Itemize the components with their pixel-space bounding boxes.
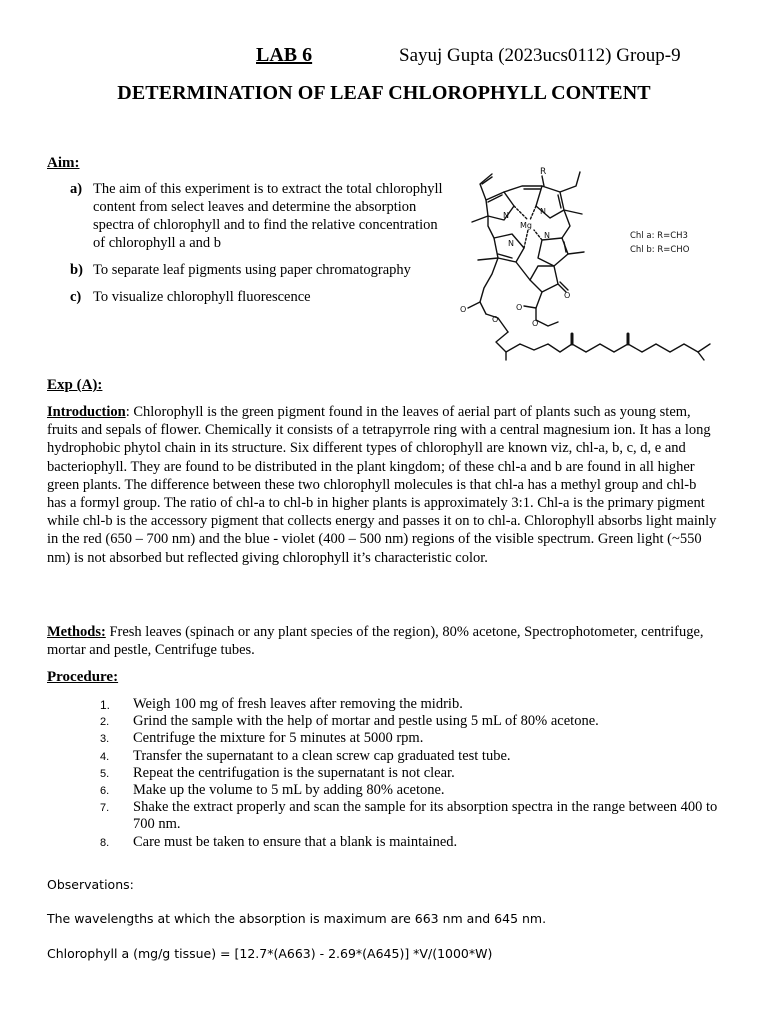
atom-n: N — [540, 207, 546, 216]
aim-text: To visualize chlorophyll fluorescence — [93, 289, 311, 305]
step-text: Grind the sample with the help of mortar and pestle using 5 mL of 80% acetone. — [133, 713, 599, 730]
step-text: Centrifuge the mixture for 5 minutes at 5000 rpm. — [133, 730, 424, 747]
atom-o: O — [460, 305, 467, 314]
aim-item — [70, 288, 450, 306]
phytol-chain — [496, 332, 710, 352]
methods-label: Methods: — [47, 624, 106, 640]
document-title: DETERMINATION OF LEAF CHLOROPHYLL CONTENT — [117, 82, 651, 104]
procedure-step — [84, 696, 724, 713]
atom-o: O — [564, 291, 571, 300]
procedure-step — [84, 799, 724, 833]
lab-number: LAB 6 — [256, 44, 313, 66]
step-number: 8. — [100, 836, 110, 849]
aim-marker: b) — [70, 262, 83, 278]
procedure-step — [84, 765, 724, 782]
atom-o: O — [516, 303, 523, 312]
step-number: 3. — [100, 733, 110, 746]
atom-o: O — [532, 319, 539, 328]
procedure-heading: Procedure: — [47, 669, 119, 685]
aim-text: To separate leaf pigments using paper chromatography — [93, 262, 411, 278]
step-number: 5. — [100, 767, 110, 780]
wavelength-observation: The wavelengths at which the absorption is maximum are 663 nm and 645 nm. — [47, 911, 547, 926]
step-text: Weigh 100 mg of fresh leaves after removing the midrib. — [133, 696, 463, 712]
step-number: 2. — [100, 716, 110, 729]
methods-text: Fresh leaves (spinach or any plant species of the region), 80% acetone, Spectrophotometer, centrifuge, mortar and pestle, Centrifuge tubes. — [47, 624, 704, 659]
step-number: 6. — [100, 785, 110, 798]
legend-chl-b: Chl b: R=CHO — [630, 245, 690, 255]
document-header — [0, 44, 768, 74]
chlorophyll-structure-diagram — [458, 162, 720, 362]
cyclopentanone-ring — [530, 266, 558, 292]
methods-paragraph — [47, 623, 719, 659]
atom-o: O — [492, 315, 499, 324]
step-number: 4. — [100, 750, 110, 763]
step-text: Care must be taken to ensure that a blank is maintained. — [133, 833, 458, 850]
aim-text: The aim of this experiment is to extract the total chlorophyll content from select leaves and determine the absorption spectra of chlorophyll and to find the relative concentration of chlorophyll a and b — [93, 181, 443, 251]
step-text: Transfer the supernatant to a clean screw cap graduated test tube. — [133, 747, 511, 764]
introduction-label: Introduction — [47, 404, 126, 420]
aim-marker: c) — [70, 289, 82, 305]
aim-heading: Aim: — [47, 155, 80, 171]
aim-item — [70, 180, 450, 252]
aim-list — [70, 180, 450, 315]
atom-mg: Mg — [520, 221, 532, 230]
atom-n: N — [508, 239, 514, 248]
procedure-list — [84, 696, 724, 851]
legend-chl-a: Chl a: R=CH3 — [630, 231, 688, 241]
atom-r: R — [540, 167, 547, 177]
introduction-paragraph — [47, 403, 719, 567]
aim-item — [70, 261, 450, 279]
exp-heading: Exp (A): — [47, 377, 103, 393]
procedure-step — [84, 834, 724, 851]
aim-marker: a) — [70, 181, 83, 197]
procedure-step — [84, 748, 724, 765]
introduction-text: : Chlorophyll is the green pigment found in the leaves of aerial part of plants such as young stem, fruits and sepals of flower. Chemically it consists of a tetrapyrrole ring with a central magnesium ion. It has a long hydrophobic phytol chain in its structure. Six different types of chlorophyll are known viz, chl-a, b, c, d, e and bacteriophyll. They are found to be distributed in the plant kingdom; of these chl-a and b are found in all higher green plants. The difference between these two chlorophyll molecules is that chl-a has a methyl group and chl-b has a formyl group. The ratio of chl-a to chl-b in higher plants is approximately 3:1. Chl-a is the primary pigment while chl-b is the accessory pigment that collects energy and passes it on to chl-a. Chlorophyll absorbs light mainly in the red (650 – 700 nm) and the blue - violet (400 – 500 nm) regions of the visible spectrum. Green light (~550 nm) is not absorbed but reflected giving chlorophyll it’s characteristic color. — [47, 404, 717, 566]
procedure-step — [84, 713, 724, 730]
step-text: Repeat the centrifugation is the supernatant is not clear. — [133, 764, 455, 781]
atom-n: N — [503, 211, 509, 220]
observations-label: Observations: — [47, 877, 134, 892]
step-number: 1. — [100, 698, 111, 712]
step-text: Shake the extract properly and scan the sample for its absorption spectra in the range between 400 to 700 nm. — [133, 799, 718, 833]
procedure-step — [84, 782, 724, 799]
atom-n: N — [544, 231, 550, 240]
author-info: Sayuj Gupta (2023ucs0112) Group-9 — [399, 45, 681, 66]
procedure-step — [84, 730, 724, 747]
step-text: Make up the volume to 5 mL by adding 80% acetone. — [133, 782, 445, 799]
chlorophyll-a-formula: Chlorophyll a (mg/g tissue) = [12.7*(A663) - 2.69*(A645)] *V/(1000*W) — [47, 946, 493, 961]
step-number: 7. — [100, 802, 110, 815]
